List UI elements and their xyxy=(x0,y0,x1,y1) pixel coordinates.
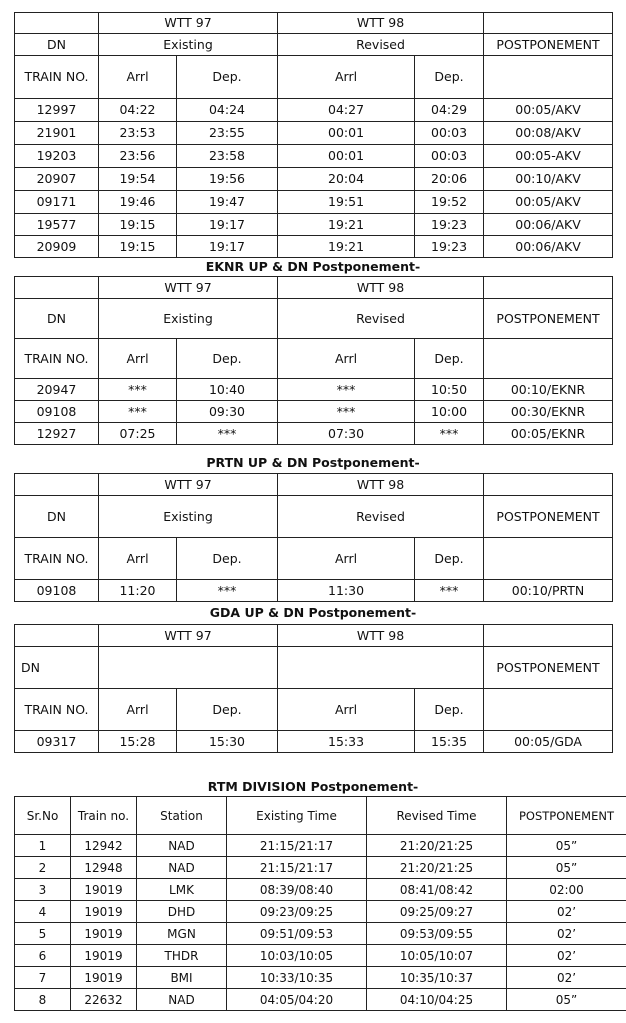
arrl-header: Arrl xyxy=(278,538,415,580)
table-row: 19577 19:15 19:17 19:21 19:23 00:06/AKV xyxy=(15,214,613,236)
table-row: 3 19019 LMK 08:39/08:40 08:41/08:42 02:00 xyxy=(15,879,626,901)
postponement-table-eknr xyxy=(14,276,612,445)
train-no-header: TRAIN NO. xyxy=(15,339,99,379)
dep-header: Dep. xyxy=(415,538,484,580)
arrl-header: Arrl xyxy=(278,339,415,379)
postponement-header: POSTPONEMENT xyxy=(507,797,626,835)
arrl-header: Arrl xyxy=(99,538,177,580)
existing-time-header: Existing Time xyxy=(227,797,367,835)
table-row: 7 19019 BMI 10:33/10:35 10:35/10:37 02’ xyxy=(15,967,626,989)
table-row: 6 19019 THDR 10:03/10:05 10:05/10:07 02’ xyxy=(15,945,626,967)
wtt-new-header: WTT 98 xyxy=(278,625,484,647)
revised-header: Revised xyxy=(278,34,484,56)
train-no-header: TRAIN NO. xyxy=(15,538,99,580)
sr-no-header: Sr.No xyxy=(15,797,71,835)
postponement-table-1 xyxy=(14,12,612,258)
existing-header xyxy=(99,647,278,689)
table-row: 1 12942 NAD 21:15/21:17 21:20/21:25 05” xyxy=(15,835,626,857)
table-row: 12927 07:25 *** 07:30 *** 00:05/EKNR xyxy=(15,423,613,445)
arrl-header: Arrl xyxy=(278,56,415,99)
train-no-header: Train no. xyxy=(71,797,137,835)
revised-header: Revised xyxy=(278,496,484,538)
table-row: 09108 *** 09:30 *** 10:00 00:30/EKNR xyxy=(15,401,613,423)
arrl-header: Arrl xyxy=(99,689,177,731)
dn-header: DN xyxy=(15,34,99,56)
table-row: 19203 23:56 23:58 00:01 00:03 00:05-AKV xyxy=(15,145,613,168)
existing-header: Existing xyxy=(99,299,278,339)
wtt-old-header: WTT 97 xyxy=(99,13,278,34)
rtm-division-table xyxy=(14,796,626,1011)
section-heading-prtn: PRTN UP & DN Postponement- xyxy=(206,455,420,470)
dep-header: Dep. xyxy=(415,689,484,731)
section-heading-gda: GDA UP & DN Postponement- xyxy=(209,605,417,620)
train-no-header: TRAIN NO. xyxy=(15,689,99,731)
table-row: 09108 11:20 *** 11:30 *** 00:10/PRTN xyxy=(15,580,613,602)
table-row: 2 12948 NAD 21:15/21:17 21:20/21:25 05” xyxy=(15,857,626,879)
table-row: 5 19019 MGN 09:51/09:53 09:53/09:55 02’ xyxy=(15,923,626,945)
dep-header: Dep. xyxy=(415,339,484,379)
dep-header: Dep. xyxy=(177,689,278,731)
table-row: 8 22632 NAD 04:05/04:20 04:10/04:25 05” xyxy=(15,989,626,1011)
wtt-new-header: WTT 98 xyxy=(278,13,484,34)
train-no-header: TRAIN NO. xyxy=(15,56,99,99)
arrl-header: Arrl xyxy=(99,56,177,99)
dn-header: DN xyxy=(15,647,99,689)
section-heading-eknr: EKNR UP & DN Postponement- xyxy=(205,259,421,274)
table-row: 20907 19:54 19:56 20:04 20:06 00:10/AKV xyxy=(15,168,613,191)
revised-header xyxy=(278,647,484,689)
existing-header: Existing xyxy=(99,34,278,56)
table-row: 21901 23:53 23:55 00:01 00:03 00:08/AKV xyxy=(15,122,613,145)
arrl-header: Arrl xyxy=(99,339,177,379)
section-heading-rtm: RTM DIVISION Postponement- xyxy=(207,779,419,794)
postponement-header: POSTPONEMENT xyxy=(484,34,613,56)
table-row: 20909 19:15 19:17 19:21 19:23 00:06/AKV xyxy=(15,236,613,258)
wtt-old-header: WTT 97 xyxy=(99,474,278,496)
dn-header: DN xyxy=(15,496,99,538)
revised-header: Revised xyxy=(278,299,484,339)
wtt-new-header: WTT 98 xyxy=(278,277,484,299)
existing-header: Existing xyxy=(99,496,278,538)
table-row: 12997 04:22 04:24 04:27 04:29 00:05/AKV xyxy=(15,99,613,122)
dn-header: DN xyxy=(15,299,99,339)
revised-time-header: Revised Time xyxy=(367,797,507,835)
postponement-header: POSTPONEMENT xyxy=(484,299,613,339)
station-header: Station xyxy=(137,797,227,835)
dep-header: Dep. xyxy=(177,56,278,99)
wtt-old-header: WTT 97 xyxy=(99,625,278,647)
postponement-header: POSTPONEMENT xyxy=(484,496,613,538)
wtt-new-header: WTT 98 xyxy=(278,474,484,496)
table-row: 20947 *** 10:40 *** 10:50 00:10/EKNR xyxy=(15,379,613,401)
postponement-table-prtn xyxy=(14,473,612,602)
arrl-header: Arrl xyxy=(278,689,415,731)
dep-header: Dep. xyxy=(415,56,484,99)
postponement-table-gda xyxy=(14,624,612,753)
table-row: 09317 15:28 15:30 15:33 15:35 00:05/GDA xyxy=(15,731,613,753)
postponement-header: POSTPONEMENT xyxy=(484,647,613,689)
dep-header: Dep. xyxy=(177,538,278,580)
wtt-old-header: WTT 97 xyxy=(99,277,278,299)
dep-header: Dep. xyxy=(177,339,278,379)
table-row: 4 19019 DHD 09:23/09:25 09:25/09:27 02’ xyxy=(15,901,626,923)
table-row: 09171 19:46 19:47 19:51 19:52 00:05/AKV xyxy=(15,191,613,214)
